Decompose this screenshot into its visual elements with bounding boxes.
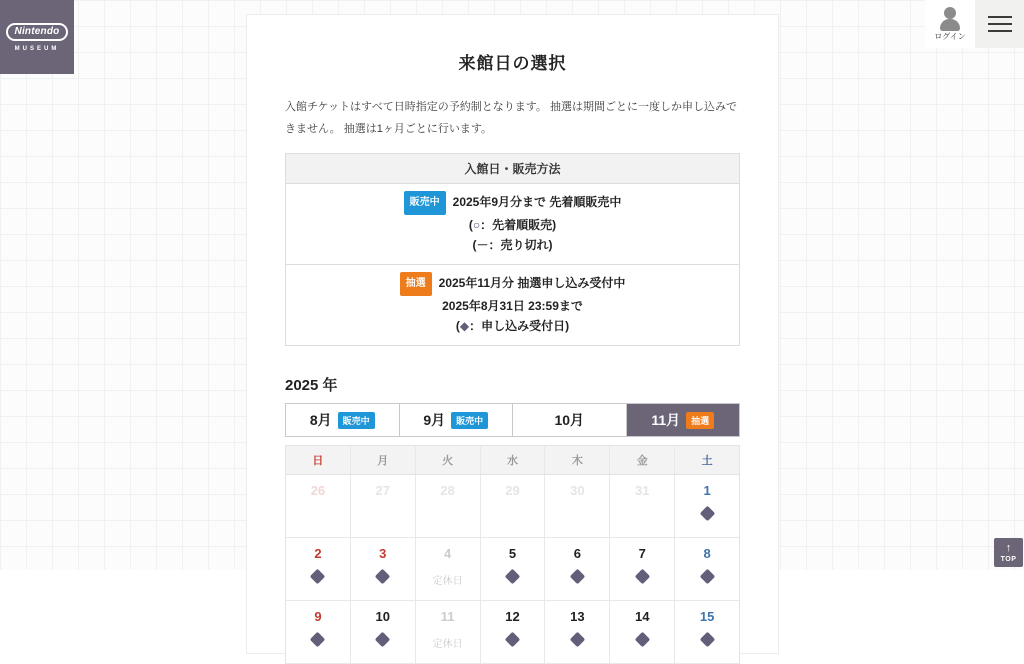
day-number: 3 <box>379 546 387 561</box>
day-number: 7 <box>638 546 646 561</box>
month-tab-label: 10月 <box>554 412 585 428</box>
day-number: 5 <box>508 546 517 561</box>
legend-pre: ( <box>468 218 473 232</box>
menu-icon <box>988 16 1012 32</box>
day-number: 10 <box>375 609 391 624</box>
lottery-diamond-icon <box>310 569 326 585</box>
up-arrow-icon: ↑ <box>1005 541 1012 554</box>
museum-logo-text: MUSEUM <box>14 45 60 52</box>
legend-pre: ( <box>472 238 477 252</box>
day-number: 15 <box>699 609 715 624</box>
month-tab-label: 11月 <box>651 412 681 428</box>
lottery-diamond-icon <box>505 569 521 585</box>
calendar-week-row <box>286 538 739 601</box>
year-heading: 2025 年 <box>285 377 338 394</box>
calendar-day-30 <box>545 475 610 537</box>
top-label: TOP <box>1000 555 1017 563</box>
day-number: 9 <box>314 609 322 624</box>
calendar-day-27 <box>351 475 416 537</box>
lottery-title: 2025年11月分 抽選申し込み受付中 <box>438 276 626 290</box>
lottery-diamond-icon <box>375 569 391 585</box>
day-number: 1 <box>703 483 711 498</box>
day-number: 29 <box>505 483 520 498</box>
closed-day-label: 定休日 <box>432 576 463 587</box>
onsale-badge: 販売中 <box>404 191 446 215</box>
lottery-diamond-icon <box>505 632 521 648</box>
day-number: 2 <box>314 546 322 561</box>
lottery-diamond-icon <box>570 569 586 585</box>
calendar-day-3[interactable] <box>351 538 416 600</box>
month-tab-badge: 販売中 <box>338 412 375 429</box>
lottery-diamond-icon <box>699 506 715 522</box>
day-number: 4 <box>444 546 452 561</box>
sales-table-header: 入館日・販売方法 <box>286 154 739 184</box>
day-number: 30 <box>570 483 585 498</box>
hamburger-menu-button[interactable] <box>975 0 1024 48</box>
sales-table-row-lottery <box>286 264 739 345</box>
diamond-symbol: ◆ <box>459 319 470 333</box>
calendar-day-4 <box>416 538 481 600</box>
dash-symbol: － <box>476 238 489 252</box>
lottery-diamond-icon <box>634 632 650 648</box>
calendar-day-29 <box>481 475 546 537</box>
calendar-day-2[interactable] <box>286 538 351 600</box>
month-tab-9月[interactable] <box>400 404 514 436</box>
day-number: 13 <box>570 609 585 624</box>
day-number: 14 <box>634 609 650 624</box>
page-title: 来館日の選択 <box>458 54 567 73</box>
legend-post: ：申し込み受付日) <box>469 319 570 333</box>
day-number: 26 <box>310 483 326 498</box>
calendar-day-5[interactable] <box>481 538 546 600</box>
month-tab-8月[interactable] <box>286 404 400 436</box>
weekday-header-sun: 日 <box>286 446 351 474</box>
day-number: 11 <box>440 609 455 624</box>
lottery-diamond-icon <box>699 569 715 585</box>
calendar-day-26 <box>286 475 351 537</box>
user-icon <box>939 7 961 28</box>
month-tab-badge: 抽選 <box>686 412 714 429</box>
lottery-diamond-icon <box>375 632 391 648</box>
calendar-week-row <box>286 601 739 664</box>
month-tab-label: 8月 <box>309 412 332 428</box>
calendar-day-10[interactable] <box>351 601 416 663</box>
month-tabs <box>285 403 740 437</box>
lottery-badge: 抽選 <box>400 272 432 296</box>
day-number: 12 <box>505 609 520 624</box>
sales-table-row-onsale <box>286 184 739 264</box>
circle-symbol: ○ <box>472 218 481 232</box>
weekday-header-weekday: 金 <box>610 446 675 474</box>
nintendo-logo-text: Nintendo <box>6 23 69 41</box>
onsale-legend-soldout <box>286 235 739 255</box>
onsale-title: 2025年9月分まで 先着順販売中 <box>452 195 622 209</box>
login-label: ログイン <box>934 31 966 41</box>
nintendo-museum-logo[interactable] <box>0 0 74 74</box>
month-tab-11月[interactable] <box>627 404 740 436</box>
calendar-day-13[interactable] <box>545 601 610 663</box>
calendar-day-1[interactable] <box>675 475 739 537</box>
calendar-day-12[interactable] <box>481 601 546 663</box>
main-card <box>246 14 779 654</box>
calendar-week-row <box>286 475 739 538</box>
lottery-legend <box>286 316 739 336</box>
lottery-diamond-icon <box>310 632 326 648</box>
lottery-diamond-icon <box>570 632 586 648</box>
calendar-day-15[interactable] <box>675 601 739 663</box>
legend-post: ：先着順販売) <box>480 218 557 232</box>
lottery-diamond-icon <box>699 632 715 648</box>
back-to-top-button[interactable] <box>994 538 1023 567</box>
sales-method-table <box>285 153 740 346</box>
calendar-day-14[interactable] <box>610 601 675 663</box>
month-tab-10月[interactable] <box>513 404 627 436</box>
calendar-day-31 <box>610 475 675 537</box>
day-number: 6 <box>573 546 581 561</box>
calendar-day-8[interactable] <box>675 538 739 600</box>
day-number: 28 <box>440 483 455 498</box>
month-tab-badge: 販売中 <box>451 412 488 429</box>
calendar-day-7[interactable] <box>610 538 675 600</box>
calendar-day-11 <box>416 601 481 663</box>
onsale-legend-available <box>286 215 739 235</box>
day-number: 31 <box>634 483 650 498</box>
intro-text: 入館チケットはすべて日時指定の予約制となります。 抽選は期間ごとに一度しか申し込みできません。 抽選は1ヶ月ごとに行います。 <box>285 101 737 135</box>
calendar-weekday-row <box>286 446 739 475</box>
legend-pre: ( <box>455 319 460 333</box>
calendar <box>285 445 740 664</box>
calendar-day-28 <box>416 475 481 537</box>
calendar-body <box>286 475 739 664</box>
lottery-deadline: 2025年8月31日 23:59まで <box>442 299 583 313</box>
calendar-day-6[interactable] <box>545 538 610 600</box>
weekday-header-weekday: 火 <box>416 446 481 474</box>
weekday-header-weekday: 木 <box>545 446 610 474</box>
login-button[interactable] <box>925 0 975 48</box>
calendar-day-9[interactable] <box>286 601 351 663</box>
month-tab-label: 9月 <box>423 412 446 428</box>
lottery-diamond-icon <box>634 569 650 585</box>
day-number: 27 <box>375 483 391 498</box>
onsale-title-line <box>286 191 739 215</box>
legend-post: ：売り切れ) <box>488 238 553 252</box>
day-number: 8 <box>703 546 711 561</box>
weekday-header-weekday: 月 <box>351 446 416 474</box>
closed-day-label: 定休日 <box>432 639 463 650</box>
lottery-title-line <box>286 272 739 296</box>
weekday-header-sat: 土 <box>701 455 713 467</box>
weekday-header-weekday: 水 <box>481 446 546 474</box>
